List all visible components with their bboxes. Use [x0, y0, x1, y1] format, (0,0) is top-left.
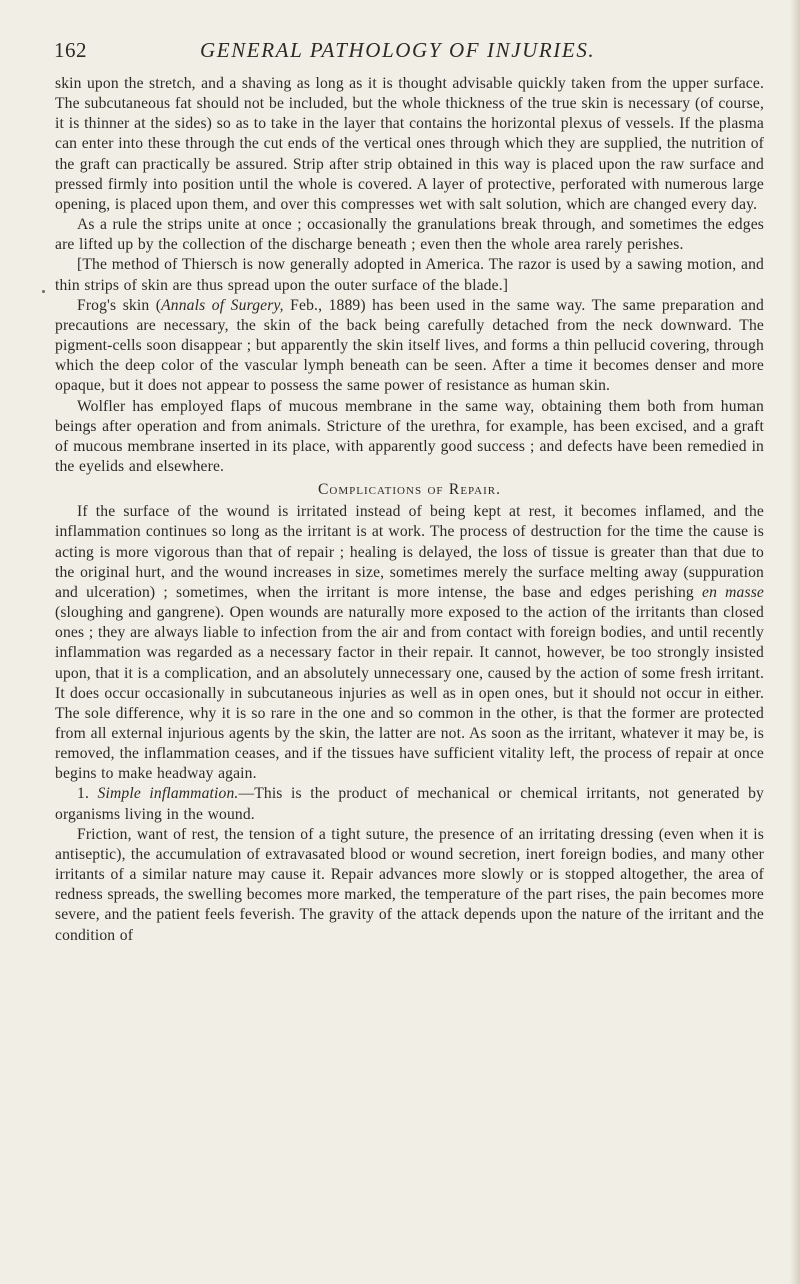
page-edge-shadow — [790, 0, 800, 1284]
page-number: 162 — [54, 38, 87, 62]
paragraph-strips-unite: As a rule the strips unite at once ; occasionally the granulations break through, and sometimes the edges are lifted up by the collection of the discharge beneath ; even then the whole area rarely perishes. — [55, 216, 764, 254]
frog-text-start: Frog's skin ( — [77, 296, 162, 314]
running-head: GENERAL PATHOLOGY OF INJURIES. — [200, 38, 596, 62]
paragraph-skin-graft: skin upon the stretch, and a shaving as long as it is thought advisable quickly taken from the upper surface. The subcutaneous fat should not be included, but the whole thickness of the true skin is necessary (of course, it is thinner at the sides) so as to take in the layer that contains the horizontal plexus of vessels. If the plasma can enter into these through the cut ends of the vertical ones through which they are supplied, the nutrition of the graft can practically be assured. Strip after strip obtained in this way is placed upon the raw surface and pressed firmly into position until the whole is covered. A layer of protective, perforated with numerous large opening, is placed upon them, and over this compresses wet with salt solution, which are changed every day. — [55, 75, 764, 213]
paragraph-thiersch-method: [The method of Thiersch is now generally adopted in America. The razor is used by a sawing motion, and thin strips of skin are thus spread upon the outer surface of the blade.] — [55, 256, 764, 294]
term-simple-inflammation: Simple inflammation. — [97, 785, 239, 803]
inflamed-text-end: (sloughing and gangrene). Open wounds are naturally more exposed to the action of the irritants than closed ones ; they are always liable to infection from the air and from contact with foreign bodies, and until recently inflammation was regarded as a necessary factor in their repair. It cannot, however, be too strongly insisted upon, that it is a complication, and an absolutely unnecessary one, caused by the action of some fresh irritant. It does occur occasionally in subcutaneous injuries as well as in open ones, but it should not occur in either. The sole difference, why it is so rare in the one and so common in the other, is that the former are protected from all external injurious agents by the skin, the latter are not. As soon as the irritant, whatever it may be, is removed, the inflammation ceases, and if the tissues have sufficient vitality left, the process of repair at once begins to make headway again. — [55, 604, 764, 783]
paragraph-wolfler: Wolfler has employed flaps of mucous membrane in the same way, obtaining them both from human beings after operation and from animals. Stricture of the urethra, for example, has been excised, and a graft of mucous membrane inserted in its place, with apparently good success ; and defects have been remedied in the eyelids and elsewhere. — [55, 397, 764, 475]
paragraph-inflamed-wound — [55, 502, 764, 784]
paragraph-friction: Friction, want of rest, the tension of a tight suture, the presence of an irritating dressing (even when it is antiseptic), the accumulation of extravasated blood or wound secretion, inert foreign bodies, and many other irritants of a similar nature may cause it. Repair advances more slowly or is stopped altogether, the area of redness spreads, the swelling becomes more marked, the temperature of the part rises, the pain becomes more severe, and the patient feels feverish. The gravity of the attack depends upon the nature of the irritant and the condition of — [55, 825, 764, 944]
simple-inflammation-definition: —This is the product of mechanical or chemical irritants, not generated by organisms living in the wound. — [55, 785, 765, 823]
paragraph-frog-skin — [55, 296, 764, 397]
journal-citation: Annals of Surgery, — [161, 296, 284, 314]
inflamed-text-start: If the surface of the wound is irritated instead of being kept at rest, it becomes inflamed, and the inflammation continues so long as the irritant is at work. The process of destruction for the time the cause is acting is more vigorous than that of repair ; healing is delayed, the loss of tissue is greater than that due to the original hurt, and the wound increases in size, sometimes merely the surface melting away (suppuration and ulceration) ; sometimes, when the irritant is more intense, the base and edges perishing — [55, 503, 764, 601]
latin-phrase: en masse — [702, 583, 764, 601]
body-text — [55, 74, 764, 946]
margin-mark — [42, 290, 45, 293]
section-heading: Complications of Repair. — [317, 481, 501, 499]
frog-text-end: Feb., 1889) has been used in the same way. The same preparation and precautions are necessary, the skin of the back being carefully detached from the neck downward. The pigment-cells soon disappear ; but apparently the skin itself lives, and forms a thin pellucid covering, through which the deep color of the vascular lymph beneath can be seen. After a time it becomes denser and more opaque, but it does not appear to possess the same power of resistance as human skin. — [55, 296, 764, 395]
paragraph-simple-inflammation — [55, 784, 764, 824]
list-number: 1. — [77, 785, 98, 803]
page-header — [54, 38, 764, 68]
